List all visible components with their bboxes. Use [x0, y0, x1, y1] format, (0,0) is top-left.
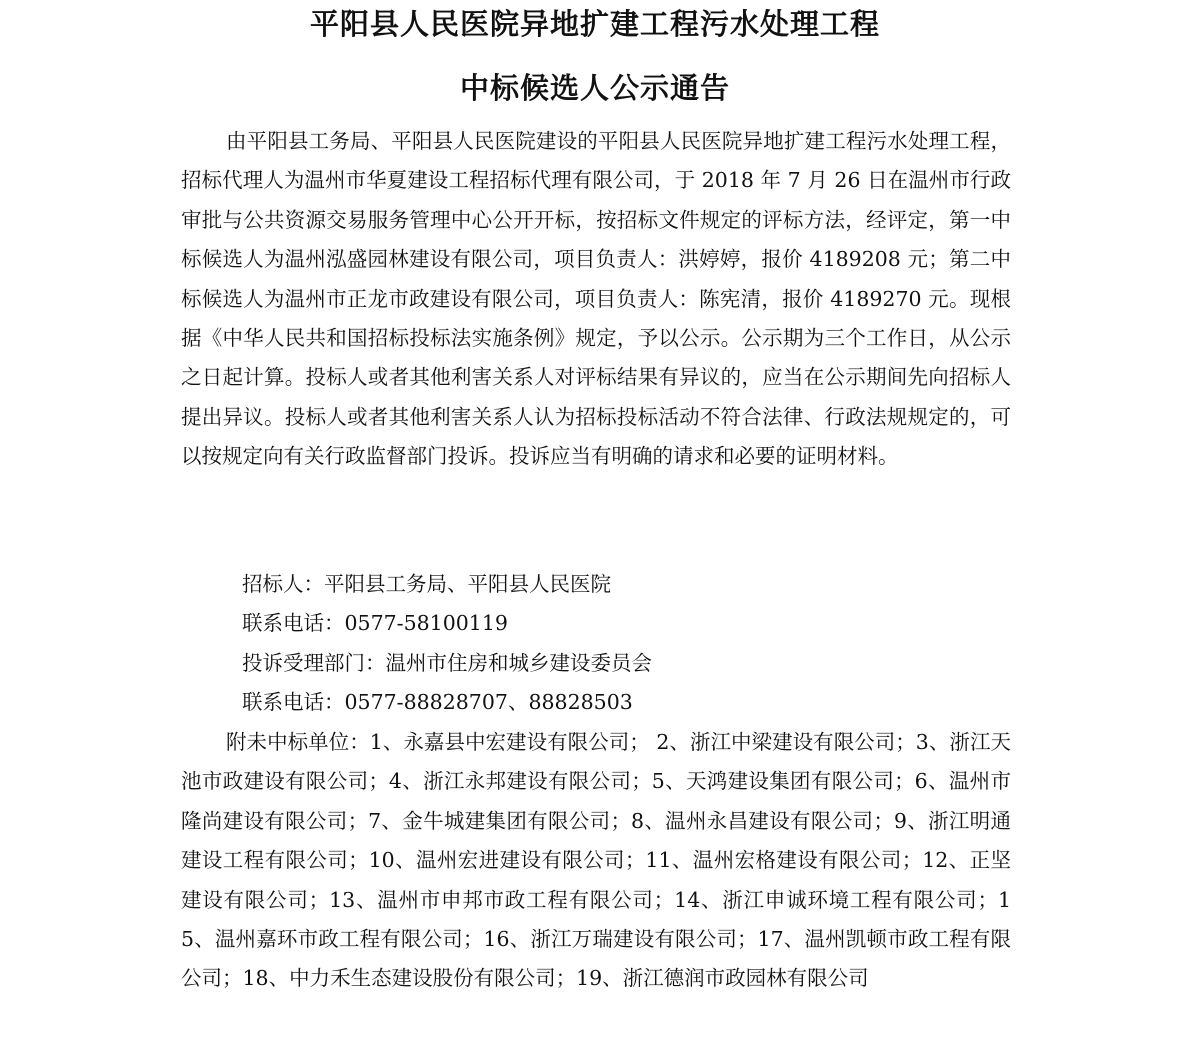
- document-title-line-2: 中标候选人公示通告: [459, 71, 730, 105]
- announcement-body-paragraph: 由平阳县工务局、平阳县人民医院建设的平阳县人民医院异地扩建工程污水处理工程，招标代理人为温州市华夏建设工程招标代理有限公司，于 2018 年 7 月 26 日在温州市行政审批与公共资源交易服务管理中心公开开标，按招标文件规定的评标方法，经评定，第一中标候选人为温州泓盛园林建设有限公司，项目负责人：洪婷婷，报价 4189208 元；第二中标候选人为温州市正龙市政建设有限公司，项目负责人：陈宪清，报价 4189270 元。现根据《中华人民共和国招标投标法实施条例》规定，予以公示。公示期为三个工作日，从公示之日起计算。投标人或者其他利害关系人对评标结果有异议的，应当在公示期间先向招标人提出异议。投标人或者其他利害关系人认为招标投标活动不符合法律、行政法规规定的，可以按规定向有关行政监督部门投诉。投诉应当有明确的请求和必要的证明材料。: [181, 129, 1011, 469]
- tenderer-line: 招标人：平阳县工务局、平阳县人民医院: [242, 572, 611, 596]
- tenderer-phone-line: 联系电话：0577-58100119: [242, 611, 508, 636]
- complaint-department-line: 投诉受理部门：温州市住房和城乡建设委员会: [242, 650, 652, 675]
- complaint-phone-line: 联系电话：0577-88828707、88828503: [242, 690, 633, 715]
- unsuccessful-bidders-paragraph: 附未中标单位：1、永嘉县中宏建设有限公司； 2、浙江中梁建设有限公司；3、浙江天池市政建设有限公司；4、浙江永邦建设有限公司；5、天鸿建设集团有限公司；6、温州市隆尚建设有限公司；7、金牛城建集团有限公司；8、温州永昌建设有限公司；9、浙江明通建设工程有限公司；10、温州宏进建设有限公司；11、温州宏格建设有限公司；12、正坚建设有限公司；13、温州市申邦市政工程有限公司；14、浙江申诚环境工程有限公司；15、温州嘉环市政工程有限公司；16、浙江万瑞建设有限公司；17、温州凯顿市政工程有限公司；18、中力禾生态建设股份有限公司；19、浙江德润市政园林有限公司: [181, 730, 1011, 991]
- document-title-line-1: 平阳县人民医院异地扩建工程污水处理工程: [309, 7, 880, 41]
- contact-info-block: [181, 565, 1011, 723]
